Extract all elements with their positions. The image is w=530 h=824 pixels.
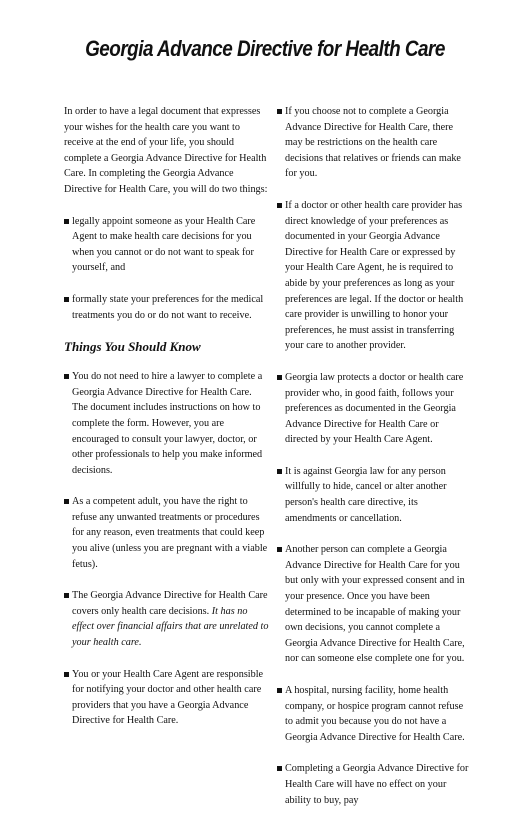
list-item-text: Completing a Georgia Advance Directive for Health Care will have no effect on your ability to buy, pay [285,763,469,806]
list-item [64,292,269,323]
list-item [277,464,470,526]
bullet-square-icon [277,109,282,114]
list-item-text [72,588,269,650]
document-title: Georgia Advance Directive for Health Care [85,36,445,61]
list-item [64,369,269,478]
list-item-text: formally state your preferences for the medical treatments you do or do not want to receive. [72,293,264,321]
list-item [64,667,269,729]
list-item-text: As a competent adult, you have the right to refuse any unwanted treatments or procedures for any reason, even treatments that could keep you alive (unless you are pregnant with a viable fetus). [72,496,268,570]
list-item [64,214,269,276]
right-column [277,104,470,824]
list-item-text: legally appoint someone as your Health Care Agent to make health care decisions for you when you cannot or do not want to speak for yourself, and [72,215,256,274]
left-column [64,104,269,745]
list-item-text: You or your Health Care Agent are responsible for notifying your doctor and other health care providers that you have a Georgia Advance Directive for Health Care. [72,668,264,727]
list-item [64,494,269,572]
list-item-text-italic: It has no effect over financial affairs that are unrelated to your health care. [72,605,269,649]
list-item-text: It is against Georgia law for any person willfully to hide, cancel or alter another person's health care directive, its amendments or cancellation. [285,465,447,524]
bullet-square-icon [277,688,282,693]
bullet-square-icon [277,766,282,771]
list-item-text: If you choose not to complete a Georgia Advance Directive for Health Care, there may be restrictions on the health care decisions that relatives or friends can make for you. [285,106,461,180]
list-item-text: Another person can complete a Georgia Advance Directive for Health Care for you but only with your expressed consent and in your presence. Once you have been determined to be incapable of making your own decisions, you cannot complete a Georgia Advance Directive for Health Care, nor can someone else complete one for you. [285,544,465,665]
intro-paragraph: In order to have a legal document that expresses your wishes for the health care you want to receive at the end of your life, you should complete a Georgia Advance Directive for Health Care. In completing the Georgia Advance Directive for Health Care, you will do two things: [64,106,268,195]
list-item [277,370,470,448]
bullet-square-icon [277,203,282,208]
list-item [277,104,470,182]
bullet-square-icon [277,375,282,380]
list-item-text: A hospital, nursing facility, home health company, or hospice program cannot refuse to admit you because you do not have a Georgia Advance Directive for Health Care. [285,685,465,743]
bullet-square-icon [64,219,69,224]
bullet-square-icon [64,672,69,677]
list-item [277,198,470,354]
bullet-square-icon [277,547,282,552]
bullet-square-icon [64,593,69,598]
list-item-text-regular: The Georgia Advance Directive for Health Care covers only health care decisions. [72,590,268,617]
list-item [277,542,470,667]
list-item [277,761,470,808]
bullet-square-icon [277,469,282,474]
section-heading: Things You Should Know [64,339,201,355]
bullet-square-icon [64,297,69,302]
list-item-text: If a doctor or other health care provider has direct knowledge of your preferences as documented in your Georgia Advance Directive for Health Care or expressed by your Health Care Agent, he is required to abide by your preferences as long as your preferences are legal. If the doctor or health care provider is unwilling to honor your preferences, he must assist in transferring your care to another provider. [285,199,464,352]
list-item [277,683,470,745]
bullet-square-icon [64,499,69,504]
list-item [64,588,269,650]
list-item-text: You do not need to hire a lawyer to complete a Georgia Advance Directive for Health Care. The document includes instructions on how to complete the form. However, you are encouraged to consult your lawyer, doctor, or other professionals to help you make informed decisions. [72,371,263,476]
list-item-text: Georgia law protects a doctor or health care provider who, in good faith, follows your preferences as documented in the Georgia Advance Directive for Health Care or directed by your Health Care Agent. [285,371,464,446]
bullet-square-icon [64,374,69,379]
